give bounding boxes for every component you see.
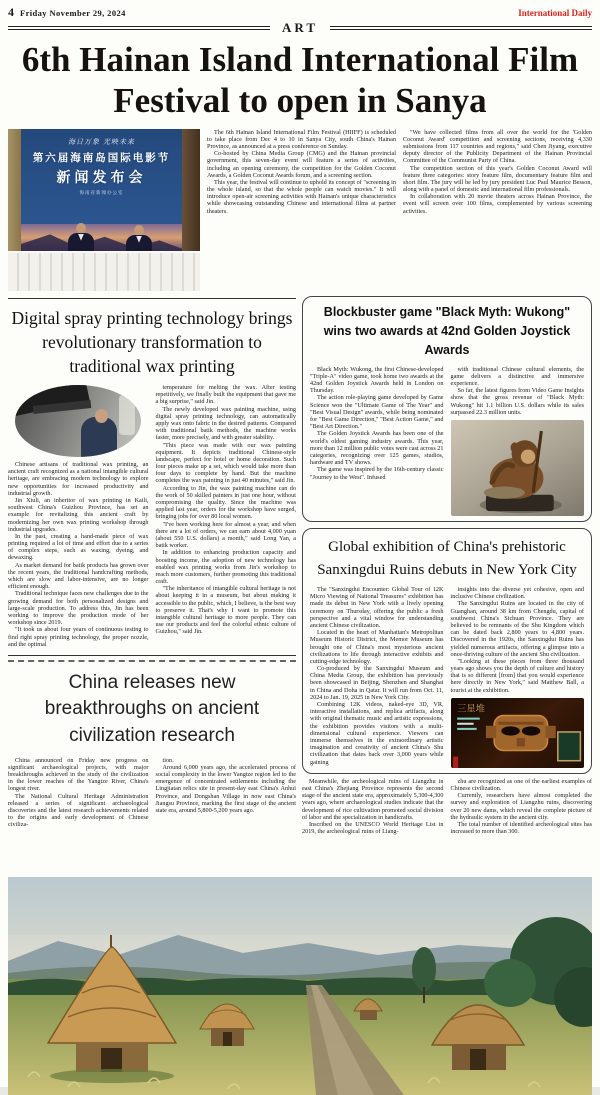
wukong-column-2 [451,366,585,516]
paragraph: Currently, researchers have almost completed the survey and exploration of Liangzhu ruins, discovering over 20 new dams, which reveal the complete picture of the hydraulic system in the ancient city. [450,792,592,821]
page-number: 4 [8,5,14,19]
paragraph: Inscribed on the UNESCO World Heritage List in 2019, the archeological ruins of Liang- [302,820,444,836]
wukong-body [310,366,584,516]
settlement-ruins-photo [8,877,592,1095]
paragraph: This year, the festival will continue to uphold its concept of "screening in the whole island, so that the whole people can watch movies." It will introduce open-air screening activities with Hainan's unique characteristics while showcasing outstanding Chinese and international films at partner theaters. [207,178,396,215]
paragraph: In addition to enhancing production capacity and boosting income, the adoption of new technology has enabled wax printing works from Jin's workshop to reach more customers, further promoting this traditional craft. [155,549,296,586]
paragraph: Black Myth: Wukong, the first Chinese-developed "Triple-A" video game, took home two awards at the 42nd Golden Joystick Awards held in London on Thursday. [310,365,444,395]
svg-text:三星堆: 三星堆 [456,703,485,715]
photo-curtain-right [182,129,200,254]
sanxingdui-column-2-text [451,586,585,694]
divider-rule [8,298,296,299]
paragraph: The National Cultural Heritage Administration released a series of significant archaeological discoveries and the latest research achievements related to the origins and early development of Chinese civiliza- [8,792,149,829]
backdrop-scenery [21,224,182,254]
sanxingdui-headline: Global exhibition of China's prehistoric Sanxingdui Ruins debuts in New York City [317,539,577,578]
sanxingdui-exhibit-photo [451,698,585,768]
sanxingdui-body [310,586,584,768]
civilization-column-1 [8,757,149,829]
paragraph: Traditional technique faces new challenges due to the growing demand for both personalized designs and large-scale production. To address this, Jin has been working to improve the production mode of her workshop since 2019. [8,590,149,627]
sanxingdui-article-box [302,528,592,774]
paragraph: zhu are recognized as one of the earliest examples of Chinese civilization. [450,777,592,793]
wax-column-1-text [8,461,149,648]
wukong-article-box [302,296,592,522]
paragraph: "The inheritance of intangible cultural heritage is not about keeping it in a museum, but about making it accessible to the public, which, I believe, is the best way to preserve it. That's why I want to promote this intangible cultural heritage to more people. They can use our products and feel the colorful ethnic culture of Guizhou," said Jin. [155,585,296,636]
paragraph: The game was inspired by the 16th-century classic "Journey to the West". Infused [310,466,444,481]
sanxingdui-column-2 [451,586,585,768]
paragraph: So far, the latest figures from Video Game Insights show that the gross revenue of "Black Myth: Wukong" hit 1.1 billion U.S. dollars while its sales surpassed 22.3 million units. [450,387,584,416]
backdrop-calligraphy: 海日万象 光映未来 [68,138,135,146]
wukong-column-1 [310,366,444,516]
conference-table [8,251,200,291]
wax-column-2 [156,384,297,648]
right-column [302,296,592,874]
paragraph: "It took us about four years of continuous testing to find right spray printing technology, the proper nozzle, and the optimal [8,626,149,648]
press-conference-photo [8,129,200,291]
paragraph: The newly developed wax painting machine, using digital spray printing technology, can automatically apply wax onto fabric in the desired patterns. Compared with traditional batik methods, the machine works faster, more precisely, and with greater stability. [155,405,296,442]
dashed-divider [8,660,296,662]
section-label: ART [282,20,318,35]
speaker-head [76,223,86,234]
middle-band [8,296,592,874]
paragraph: Meanwhile, the archeological ruins of Liangzhu in east China's Zhejiang Province represents the second stage of the ancient state era, approximately 5,300-4,300 years ago, where archaeological studies indicate that the development of rice cultivation promoted social division of labor and the specialization in handicrafts. [302,777,444,821]
page-header [8,5,592,20]
paragraph: Jin Xiuli, an inheritor of wax printing in Kaili, southwest China's Guizhou Province, has set an example for revitalizing this ancient craft by modernizing her own wax printing workshop through industrial upgrades. [8,496,149,533]
paragraph: In the past, creating a hand-made piece of wax printing required a lot of time and effort due to a series of complex steps, such as waxing, dyeing, and dewaxing. [8,532,149,562]
paragraph: In collaboration with 20 movie theaters across Hainan Province, the event will screen over 100 films, complemented by various screening activities. [403,193,592,215]
backdrop-organizer: 海南省新闻办公室 [79,189,124,195]
issue-date: Friday November 29, 2024 [20,8,126,18]
wax-artisan-photo [15,385,141,457]
speaker-head [134,225,144,236]
left-column [8,296,296,874]
wax-headline: Digital spray printing technology brings revolutionary transformation to traditional wax printing [11,307,293,376]
paragraph: "I've been working here for almost a year, and when there are a lot of orders, we can earn about 4,000 yuan (about 550 U.S. dollars) a month," said Long Yan, a batik worker. [155,520,296,550]
backdrop-subtitle: 新闻发布会 [56,168,147,185]
paragraph: tion. [162,756,174,764]
paragraph: "Looking at these pieces from three thousand years ago shows you the depth of culture and history that is so different [from] that you would experience here directly in New York," said Matthew Ball, a tourist at the exhibition. [450,657,584,694]
photo-wall-left [8,129,21,254]
paragraph: "We have collected films from all over the world for the 'Golden Coconut Award' competition and screening sections, receiving 4,330 submissions from 117 countries and regions," said Chen Jiyang, executive deputy director of the Publicity Department of the Hainan Provincial Committee of the Communist Party of China. [403,128,592,165]
lead-column-2 [403,129,592,293]
divider-rule [8,655,296,656]
paragraph: The competition section of this year's Golden Coconut Award will feature three categories: story feature film, documentary feature film and short film. The jury will be led by jury president Luc Paul Maurice Besson, along with a panel of domestic and international film professionals. [403,164,592,194]
lead-headline: 6th Hainan Island International Film Festival to open in Sanya [21,40,579,121]
paragraph: Co-produced by the Sanxingdui Museum and China Media Group, the exhibition has previously been showcased in Beijing, Shenzhen and Shanghai in China and Doha in Qatar. It will run from Oct. 11, 2024 to Jan. 19, 2025 in New York City. [310,665,444,701]
civilization-column-3 [302,778,444,836]
paragraph: Chinese artisans of traditional wax printing, an ancient craft recognized as a national intangible cultural heritage, are embracing modern technology to explore new opportunities for increased productivity and industrial growth. [8,461,149,497]
sanxingdui-poster-illustration [451,698,585,768]
paragraph: with traditional Chinese cultural elements, the game delivers a distinctive and immersive experience. [450,365,584,388]
civilization-column-2 [156,757,297,829]
sanxingdui-column-1 [310,586,444,768]
paragraph: China announced on Friday new progress on significant archaeological projects, with major breakthroughs achieved in the study of the civilization in the lower reaches of the Yangtze River, China's longest river. [8,756,149,793]
wukong-column-2-text [451,366,585,416]
artisan-figure [81,417,117,457]
paragraph: Co-hosted by China Media Group (CMG) and the Hainan provincial government, this seven-day event will feature a series of activities, including an opening ceremony, the competition for the Golden Coconut Awards, a Golden Coconut Awards forum, and a screening section. [207,150,396,179]
paragraph: Located in the heart of Manhattan's Metropolitan Museum Historic District, the Memor Museum has brought one of China's most mysterious ancient civilizations to life through interactive exhibits and cutting-edge technology. [310,629,444,665]
paragraph: insights into the diverse yet cohesive, open and inclusive Chinese civilization. [450,586,584,601]
masthead-title: International Daily [518,8,592,18]
header-rule-left [8,26,270,30]
wax-body [8,384,296,648]
header-rule-right [330,26,592,30]
lead-article [8,129,592,293]
wukong-statue-illustration [451,420,585,516]
paragraph: The action role-playing game developed by Game Science won the "Ultimate Game of The Year" and "Best Visual Design" awards, while being nominated for "Best Game Direction," "Best Action Game," and "Best Art Direction." [310,394,444,431]
paragraph: The Sanxingdui Ruins are located in the city of Guanghan, around 38 km from Chengdu, capital of southwest China's Sichuan Province. They are believed to be remnants of the Shu Kingdom which can be dated back 2,800 years to 4,800 years. Discovered in the 1920s, the Sanxingdui Ruins has yielded numerous artifacts, offering a glimpse into a once-thriving culture of the ancient Shu civilization. [450,600,584,658]
civilization-column-4 [451,778,593,836]
section-rule-row [8,21,592,34]
paragraph: According to Jin, the wax painting machine can do the work of 50 skilled painters in just one hour, without compromising the quality. Since the machine was applied last year, orders for the workshop have surged, bringing jobs for over 80 local women. [155,484,296,521]
paragraph: The "Sanxingdui Encounter: Global Tour of 12K Micro Viewing of National Treasures" exhibition has made its debut in New York with a lively opening ceremony on Thursday, offering the public a fresh perspective and a vital window for understanding ancient Chinese civilization. [310,586,444,629]
paragraph: "This piece was made with our wax painting equipment. It depicts traditional Chinese-style landscape, perfect for hotel or home decoration. Such four pieces make up a set, which would take more than four days to complete by hand. But the machine completes the wax painting in just 40 minutes," said Jin. [155,441,296,485]
wukong-statue-photo [451,420,585,516]
paragraph: The total number of identified archeological sites has increased to more than 300. [450,820,592,836]
civilization-headline: China releases new breakthroughs on ancient civilization research [44,671,260,747]
photo-highlight [119,395,135,435]
civilization-left-columns [8,757,296,829]
backdrop-title: 第六届海南岛国际电影节 [32,151,171,164]
paragraph: Combining 12K videos, naked-eye 3D, VR, interactive installations, and replica artifacts, along with original thematic music and artistic expressions, the exhibition provides visitors with a multi-dimensional cultural experience. Viewers can immerse themselves in the extraordinary artistic imagination and creativity of ancient China's Shu civilization that dates back over 3,000 years while gaining [310,701,444,766]
paragraph: temperature for melting the wax. After testing repetitively, we finally built the equipment that gave me a big surprise," said Jin. [155,384,296,406]
wukong-headline: Blockbuster game "Black Myth: Wukong" wins two awards at 42nd Golden Joystick Awards [323,304,571,358]
civilization-right-columns [302,778,592,836]
paragraph: The 6th Hainan Island International Film Festival (HIIFF) is scheduled to take place from Dec 4 to 10 in Sanya City, south China's Hainan Province, as announced at a press conference on Sunday. [207,128,396,150]
backdrop-text [21,137,182,196]
paragraph: As market demand for batik products has grown over the recent years, the traditional handcrafting methods, which are slow and labor-intensive, are no longer efficient enough. [8,561,149,591]
wax-column-1 [8,384,149,648]
paragraph: The Golden Joystick Awards has been one of the world's oldest gaming industry awards. This year, more than 12 million public votes were cast across 21 categories, recognizing over 125 games, studios, hardware and TV shows. [310,430,444,467]
lead-column-1 [207,129,396,293]
paragraph: Around 6,000 years ago, the accelerated process of social complexity in the lower Yangtze region led to the emergence of concentrated settlements including the Lingjiatan relics site in present-day east China's Anhui Province, and Dongshan Village in now east China's Jiangsu Province, marking the first stage of the ancient state era, around 5,800-5,200 years ago. [155,763,296,814]
ancient-village-illustration [8,877,592,1095]
